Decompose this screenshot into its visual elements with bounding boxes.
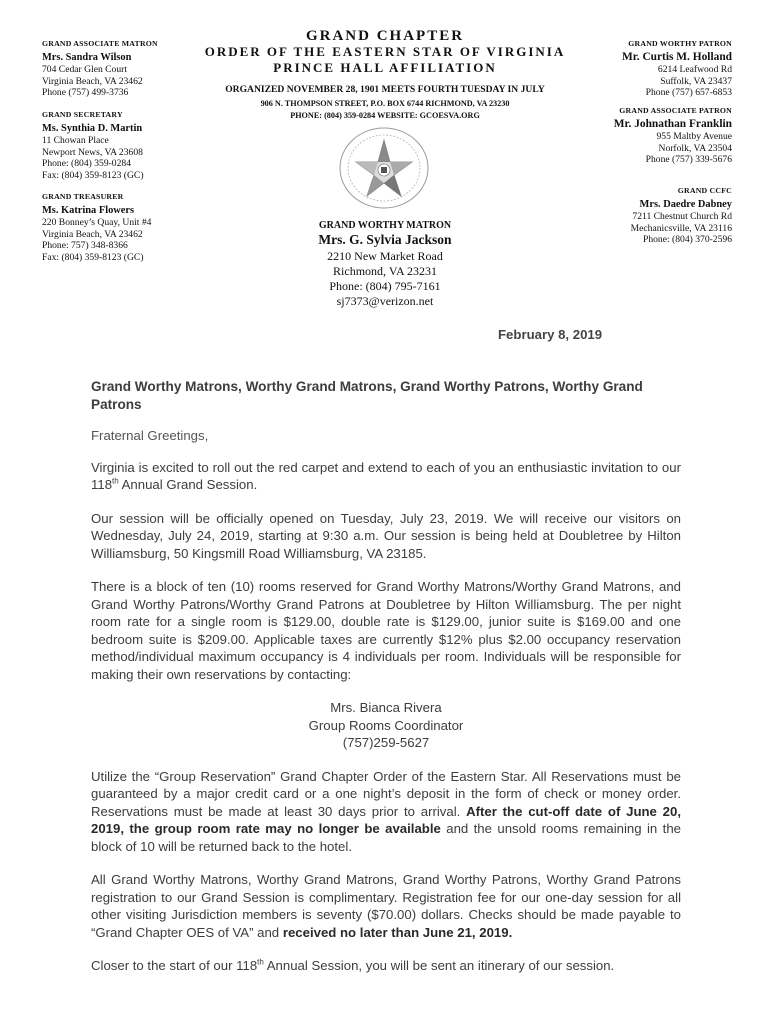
officer-name: Mrs. Sandra Wilson xyxy=(42,51,132,63)
contact-title: Group Rooms Coordinator xyxy=(308,717,464,733)
header-line-3: PRINCE HALL AFFILIATION xyxy=(273,60,497,75)
header-line-2: ORDER OF THE EASTERN STAR OF VIRGINIA xyxy=(204,44,566,59)
paragraph-registration xyxy=(91,871,681,941)
officer-fax: Fax: (804) 359-8123 (GC) xyxy=(42,169,144,181)
worthy-matron-role: GRAND WORTHY MATRON xyxy=(318,220,452,231)
officer-address-line: Norfolk, VA 23504 xyxy=(658,142,732,154)
officer-address-line: Newport News, VA 23608 xyxy=(42,146,143,158)
worthy-matron-name: Mrs. G. Sylvia Jackson xyxy=(318,232,452,247)
officer-phone: Phone (757) 499-3736 xyxy=(42,87,129,99)
worthy-matron-email: sj7373@verizon.net xyxy=(336,294,434,308)
letter-greeting: Fraternal Greetings, xyxy=(91,428,209,443)
paragraph-reservations xyxy=(91,768,681,856)
letter-date: February 8, 2019 xyxy=(498,327,603,342)
officer-phone: Phone (757) 657-6853 xyxy=(645,87,732,99)
officer-address-line: 11 Chowan Place xyxy=(42,135,109,147)
reservations-text-end: and the unsold rooms remaining in the block of 10 will be returned back to the hotel. xyxy=(91,821,681,854)
paragraph-invitation xyxy=(91,459,681,494)
header-line-1: GRAND CHAPTER xyxy=(305,28,465,44)
invitation-text: Virginia is excited to roll out the red carpet and extend to each of you an enthusiastic invitation to our 118 xyxy=(91,459,681,492)
officer-role: GRAND ASSOCIATE MATRON xyxy=(42,39,158,48)
officer-name: Ms. Synthia D. Martin xyxy=(42,122,143,134)
header-organized: ORGANIZED NOVEMBER 28, 1901 MEETS FOURTH TUESDAY IN JULY xyxy=(225,84,545,95)
officer-role: GRAND CCFC xyxy=(677,186,732,195)
officer-grand-secretary xyxy=(42,109,212,182)
officer-fax: Fax: (804) 359-8123 (GC) xyxy=(42,251,144,263)
officer-grand-associate-matron xyxy=(42,38,212,99)
officer-grand-associate-patron xyxy=(532,105,732,166)
officer-name: Mr. Johnathan Franklin xyxy=(613,117,732,130)
officer-grand-ccfc xyxy=(532,185,732,246)
letter-body xyxy=(91,378,681,975)
officer-address-line: Virginia Beach, VA 23462 xyxy=(42,228,143,240)
officer-role: GRAND WORTHY PATRON xyxy=(628,39,732,48)
officer-grand-worthy-patron xyxy=(532,38,732,99)
officer-name: Mrs. Daedre Dabney xyxy=(639,198,732,210)
officer-address-line: Mechanicsville, VA 23116 xyxy=(630,222,732,234)
worthy-matron-phone: Phone: (804) 795-7161 xyxy=(329,279,441,293)
invitation-text-end: Annual Grand Session. xyxy=(118,477,258,492)
cutoff-notice: After the cut-off date of June 20, 2019, the group room rate may no longer be available xyxy=(91,803,682,836)
paragraph-room-block: There is a block of ten (10) rooms reserved for Grand Worthy Matrons/Worthy Grand Matrons, and Grand Worthy Patrons/Worthy Grand Patrons at Doubletree by Hilton Williamsburg. The per night room rate for a single room is $129.00, double rate is $129.00, junior suite is $169.00 and one bedroom suite is $209.00. Applicable taxes are currently $12% plus $2.00 occupancy reservation method/individual maximum occupancy is 4 individuals per room. Individuals will be responsible for making their own reservations by contacting: xyxy=(91,579,681,682)
officer-address-line: Virginia Beach, VA 23462 xyxy=(42,75,143,87)
worthy-matron-address-line: Richmond, VA 23231 xyxy=(333,264,437,278)
ordinal-suffix: th xyxy=(257,957,264,967)
registration-deadline: received no later than June 21, 2019. xyxy=(282,924,513,940)
officer-name: Ms. Katrina Flowers xyxy=(42,204,135,216)
officer-address-line: Suffolk, VA 23437 xyxy=(660,75,732,87)
officer-address-line: 6214 Leafwood Rd xyxy=(657,64,732,76)
officer-role: GRAND TREASURER xyxy=(42,192,124,201)
officer-address-line: 220 Bonney’s Quay, Unit #4 xyxy=(42,217,152,229)
contact-block xyxy=(91,699,681,752)
officer-name: Mr. Curtis M. Holland xyxy=(621,50,732,63)
itinerary-text-end: Annual Session, you will be sent an itinerary of our session. xyxy=(263,958,615,973)
officer-phone: Phone: (804) 370-2596 xyxy=(643,234,732,246)
officer-address-line: 704 Cedar Glen Court xyxy=(42,64,127,76)
ordinal-suffix: th xyxy=(112,476,119,486)
reservations-text: Utilize the “Group Reservation” Grand Chapter Order of the Eastern Star. All Reservations must be guaranteed by a major credit card or a one night’s deposit in the form of check or money order. Reservations must be made at least 30 days prior to arrival. xyxy=(91,768,681,819)
registration-text: All Grand Worthy Matrons, Worthy Grand Matrons, Grand Worthy Patrons, Worthy Grand Patrons registration to our Grand Session is complimentary. Registration fee for our one-day session for all other visiting Jurisdiction members is seventy ($70.00) dollars. Checks should be made payable to “Grand Chapter OES of VA” and xyxy=(91,872,681,940)
letter-addressees: Grand Worthy Matrons, Worthy Grand Matrons, Grand Worthy Patrons, Worthy Grand Patrons xyxy=(91,379,643,412)
officer-role: GRAND SECRETARY xyxy=(42,110,123,119)
officer-phone: Phone (757) 339-5676 xyxy=(645,154,732,166)
contact-name: Mrs. Bianca Rivera xyxy=(330,700,442,715)
header-phone-website: PHONE: (804) 359-0284 WEBSITE: GCOESVA.ORG xyxy=(290,111,480,120)
header-address: 906 N. THOMPSON STREET, P.O. BOX 6744 RICHMOND, VA 23230 xyxy=(260,99,510,108)
paragraph-itinerary xyxy=(91,957,681,975)
officer-address-line: 7211 Chestnut Church Rd xyxy=(632,211,732,223)
officer-address-line: 955 Maltby Avenue xyxy=(656,131,732,143)
eastern-star-seal xyxy=(334,126,434,210)
officer-phone: Phone: (804) 359-0284 xyxy=(42,158,131,170)
contact-phone: (757)259-5627 xyxy=(342,735,430,750)
officer-role: GRAND ASSOCIATE PATRON xyxy=(619,106,732,115)
worthy-matron-address-line: 2210 New Market Road xyxy=(327,249,443,263)
officer-grand-treasurer xyxy=(42,191,212,264)
officer-phone: Phone: 757) 348-8366 xyxy=(42,240,128,252)
itinerary-text: Closer to the start of our 118 xyxy=(91,958,258,973)
paragraph-session-dates: Our session will be officially opened on Tuesday, July 23, 2019. We will receive our visitors on Wednesday, July 24, 2019, starting at 9:30 a.m. Our session is being held at Doubletree by Hilton Williamsburg, 50 Kingsmill Road Williamsburg, VA 23185. xyxy=(91,510,681,561)
